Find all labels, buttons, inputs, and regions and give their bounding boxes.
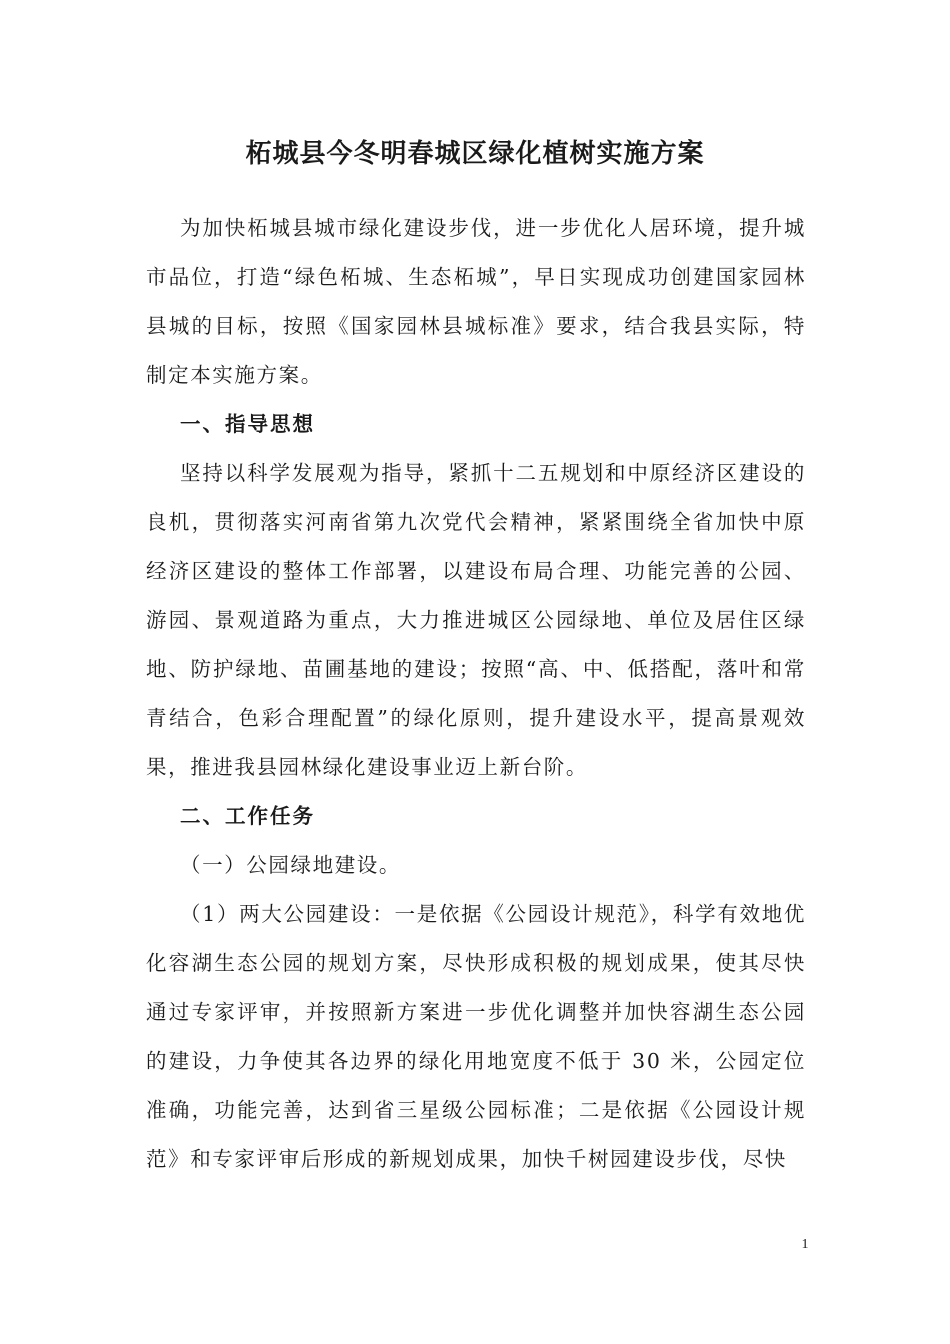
document-title: 柘城县今冬明春城区绿化植树实施方案 [245, 139, 705, 169]
guiding-ideology-paragraph: 坚持以科学发展观为指导，紧抓十二五规划和中原经济区建设的良机，贯彻落实河南省第九次党代会精神，紧紧围绕全省加快中原经济区建设的整体工作部署，以建设布局合理、功能完善的公园、游园、景观道路为重点，大力推进城区公园绿地、单位及居住区绿地、防护绿地、苗圃基地的建设；按照“高、中、低搭配，落叶和常青结合，色彩合理配置”的绿化原则，提升建设水平，提高景观效果，推进我县园林绿化建设事业迈上新台阶。 [146, 461, 806, 779]
subsection-heading-park-greenspace: （一）公园绿地建设。 [180, 853, 401, 877]
section-heading-work-tasks: 二、工作任务 [180, 804, 315, 828]
document-body [146, 204, 806, 1184]
page-number: 1 [801, 1237, 809, 1252]
intro-paragraph: 为加快柘城县城市绿化建设步伐，进一步优化人居环境，提升城市品位，打造“绿色柘城、生态柘城”，早日实现成功创建国家园林县城的目标，按照《国家园林县城标准》要求，结合我县实际，特制定本实施方案。 [146, 216, 806, 387]
park-construction-paragraph: （1）两大公园建设：一是依据《公园设计规范》，科学有效地优化容湖生态公园的规划方案，尽快形成积极的规划成果，使其尽快通过专家评审，并按照新方案进一步优化调整并加快容湖生态公园的建设，力争使其各边界的绿化用地宽度不低于 30 米，公园定位准确，功能完善，达到省三星级公园标准；二是依据《公园设计规范》和专家评审后形成的新规划成果，加快千树园建设步伐，尽快 [146, 902, 806, 1171]
section-heading-guiding-ideology: 一、指导思想 [180, 412, 315, 436]
